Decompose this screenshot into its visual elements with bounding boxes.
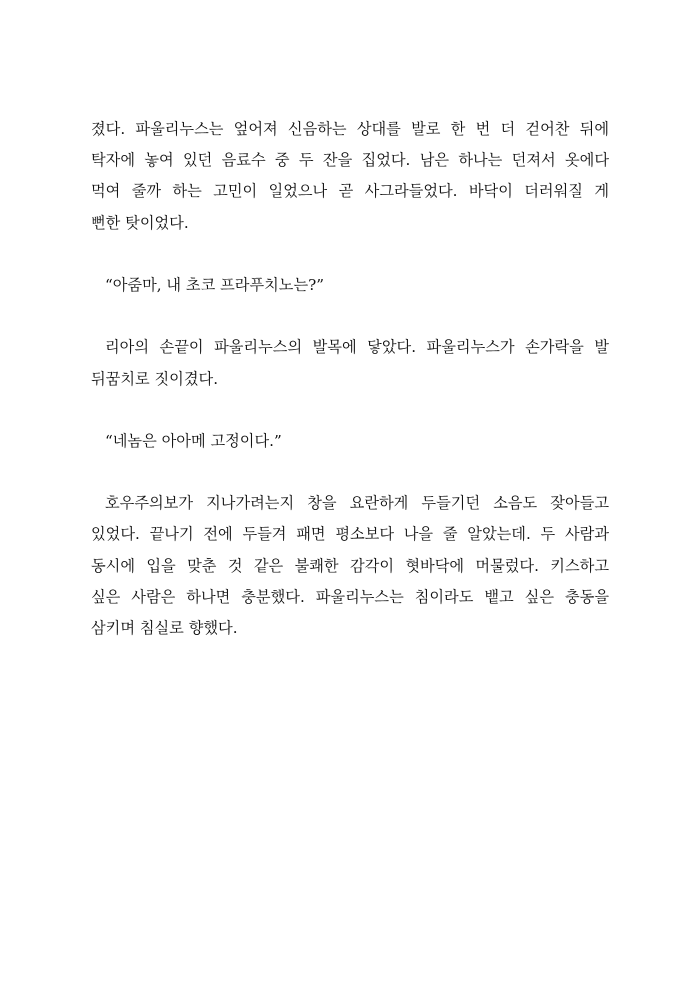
dialogue-line: “네놈은 아아메 고정이다.”: [105, 431, 282, 450]
text-line: 먹여 줄까 하는 고민이 일었으나 곧 사그라들었다. 바닥이 더러워질 게: [91, 182, 609, 201]
text-line: 탁자에 놓여 있던 음료수 중 두 잔을 집었다. 남은 하나는 던져서 옷에다: [91, 151, 609, 170]
dialogue-1: [91, 270, 609, 301]
body-text: [91, 114, 609, 644]
paragraph-2: [91, 332, 609, 394]
text-line: 뒤꿈치로 짓이겼다.: [91, 369, 219, 388]
paragraph-spacer: [91, 457, 609, 488]
dialogue-2: [91, 426, 609, 457]
paragraph-3: [91, 488, 609, 644]
text-line: 뻔한 탓이었다.: [91, 213, 189, 232]
text-line: 호우주의보가 지나가려는지 창을 요란하게 두들기던 소음도 잦아들고: [105, 494, 609, 513]
text-line: 동시에 입을 맞춘 것 같은 불쾌한 감각이 혓바닥에 머물렀다. 키스하고: [91, 556, 609, 575]
text-line: 삼키며 침실로 향했다.: [91, 619, 238, 637]
text-line: 리아의 손끝이 파울리누스의 발목에 닿았다. 파울리누스가 손가락을 발: [105, 338, 609, 357]
paragraph-spacer: [91, 239, 609, 270]
dialogue-line: “아줌마, 내 초코 프라푸치노는?”: [105, 275, 325, 294]
paragraph-1: [91, 114, 609, 239]
text-line: 있었다. 끝나기 전에 두들겨 패면 평소보다 나을 줄 알았는데. 두 사람과: [91, 525, 609, 544]
paragraph-spacer: [91, 395, 609, 426]
text-line: 싶은 사람은 하나면 충분했다. 파울리누스는 침이라도 뱉고 싶은 충동을: [91, 587, 609, 606]
text-line: 졌다. 파울리누스는 엎어져 신음하는 상대를 발로 한 번 더 걷어찬 뒤에: [91, 120, 609, 138]
paragraph-spacer: [91, 301, 609, 332]
